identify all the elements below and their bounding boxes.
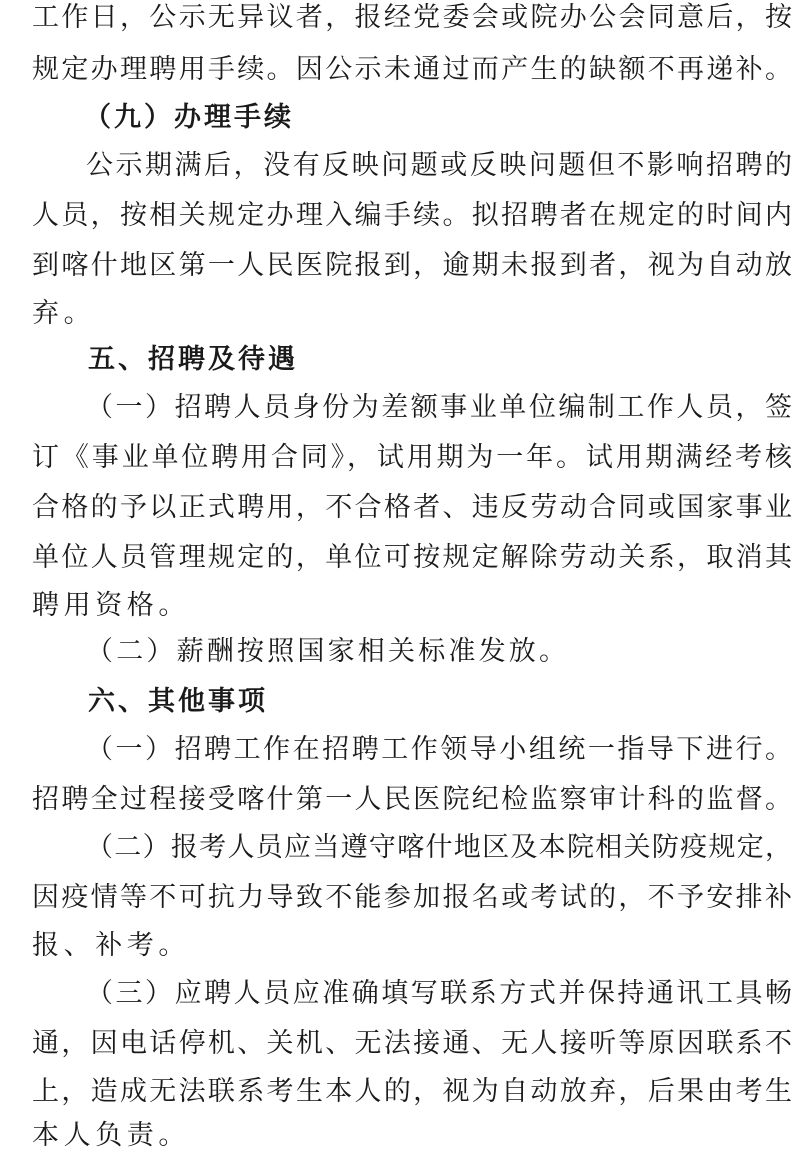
paragraph-line: （一）招聘工作在招聘工作领导小组统一指导下进行。 bbox=[86, 734, 792, 765]
paragraph-line: 报、补考。 bbox=[32, 930, 190, 961]
paragraph-line: 通，因电话停机、关机、无法接通、无人接听等原因联系不 bbox=[32, 1028, 792, 1059]
paragraph-line: 因疫情等不可抗力导致不能参加报名或考试的，不予安排补 bbox=[32, 882, 792, 913]
paragraph-line: 本人负责。 bbox=[32, 1120, 190, 1151]
paragraph-line: 招聘全过程接受喀什第一人民医院纪检监察审计科的监督。 bbox=[32, 784, 792, 815]
paragraph-line: 到喀什地区第一人民医院报到，逾期未报到者，视为自动放 bbox=[32, 250, 792, 281]
paragraph-line: 订《事业单位聘用合同》，试用期为一年。试用期满经考核 bbox=[32, 442, 792, 473]
paragraph-line: （三）应聘人员应准确填写联系方式并保持通讯工具畅 bbox=[86, 978, 792, 1009]
paragraph-line: 工作日，公示无异议者，报经党委会或院办公会同意后，按 bbox=[32, 2, 792, 33]
paragraph-line: （二）薪酬按照国家相关标准发放。 bbox=[86, 636, 570, 667]
paragraph-line: 上，造成无法联系考生本人的，视为自动放弃，后果由考生 bbox=[32, 1076, 792, 1107]
paragraph-line: 聘用资格。 bbox=[32, 590, 190, 621]
paragraph-line: 单位人员管理规定的，单位可按规定解除劳动关系，取消其 bbox=[32, 542, 792, 573]
paragraph-line: 合格的予以正式聘用，不合格者、违反劳动合同或国家事业 bbox=[32, 492, 792, 523]
paragraph-line: 人员，按相关规定办理入编手续。拟招聘者在规定的时间内 bbox=[32, 200, 792, 231]
paragraph-line: 公示期满后，没有反映问题或反映问题但不影响招聘的 bbox=[86, 150, 792, 181]
section-heading-nine: （九）办理手续 bbox=[84, 102, 294, 133]
paragraph-line: 弃。 bbox=[32, 298, 96, 329]
paragraph-line: 规定办理聘用手续。因公示未通过而产生的缺额不再递补。 bbox=[32, 54, 792, 85]
section-heading-six: 六、其他事项 bbox=[88, 686, 268, 717]
section-heading-five: 五、招聘及待遇 bbox=[88, 344, 298, 375]
paragraph-line: （一）招聘人员身份为差额事业单位编制工作人员，签 bbox=[86, 392, 792, 423]
paragraph-line: （二）报考人员应当遵守喀什地区及本院相关防疫规定， bbox=[86, 832, 792, 863]
